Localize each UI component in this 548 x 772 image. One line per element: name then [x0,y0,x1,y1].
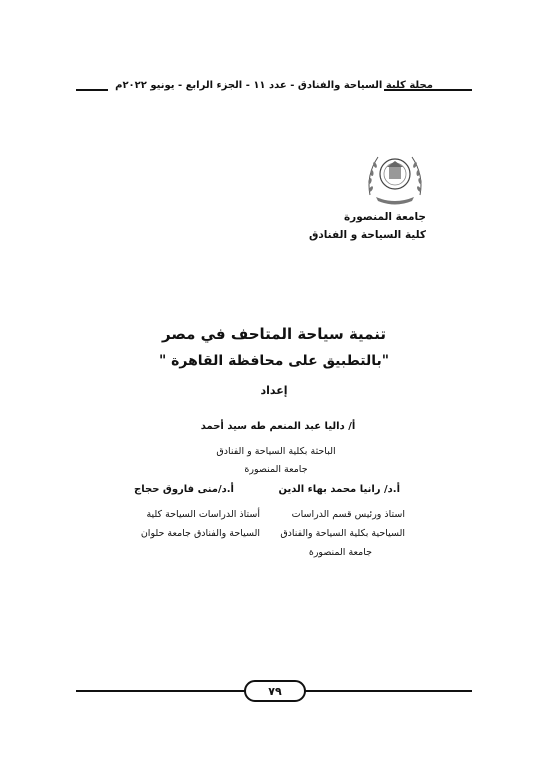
university-emblem-icon [362,145,428,207]
prepared-by-label: إعداد [260,384,288,397]
supervisor-name: أ.د/ رانيا محمد بهاء الدين [278,484,400,495]
supervisor-university: جامعة المنصورة [308,547,372,558]
researcher-role: الباحثة بكلية السياحة و الفنادق [216,446,336,457]
researcher-university: جامعة المنصورة [244,464,308,475]
journal-header: مجلة كلية السياحة والفنادق - عدد ١١ - الجزء الرابع - يونيو ٢٠٢٢م [115,80,433,91]
researcher-name: أ/ داليا عبد المنعم طه سيد أحمد [200,421,356,432]
supervisor-title-line: السياحة والفنادق جامعة حلوان [140,528,260,539]
supervisor-title-line: السياحية بكلية السياحة والفنادق [280,528,405,539]
university-name: جامعة المنصورة [343,211,426,223]
faculty-name: كلية السياحة و الفنادق [308,229,426,241]
supervisor-title-line: استاذ ورئيس قسم الدراسات [291,509,405,520]
page-number [244,680,306,702]
supervisor-title-line: أستاذ الدراسات السياحة كلية [146,509,260,520]
paper-subtitle: "بالتطبيق على محافظة القاهرة " [158,353,390,369]
page-number-text: ٧٩ [268,684,282,698]
supervisor-name: أ.د/منى فاروق حجاج [134,484,234,495]
paper-title: تنمية سياحة المتاحف في مصر [162,325,386,343]
